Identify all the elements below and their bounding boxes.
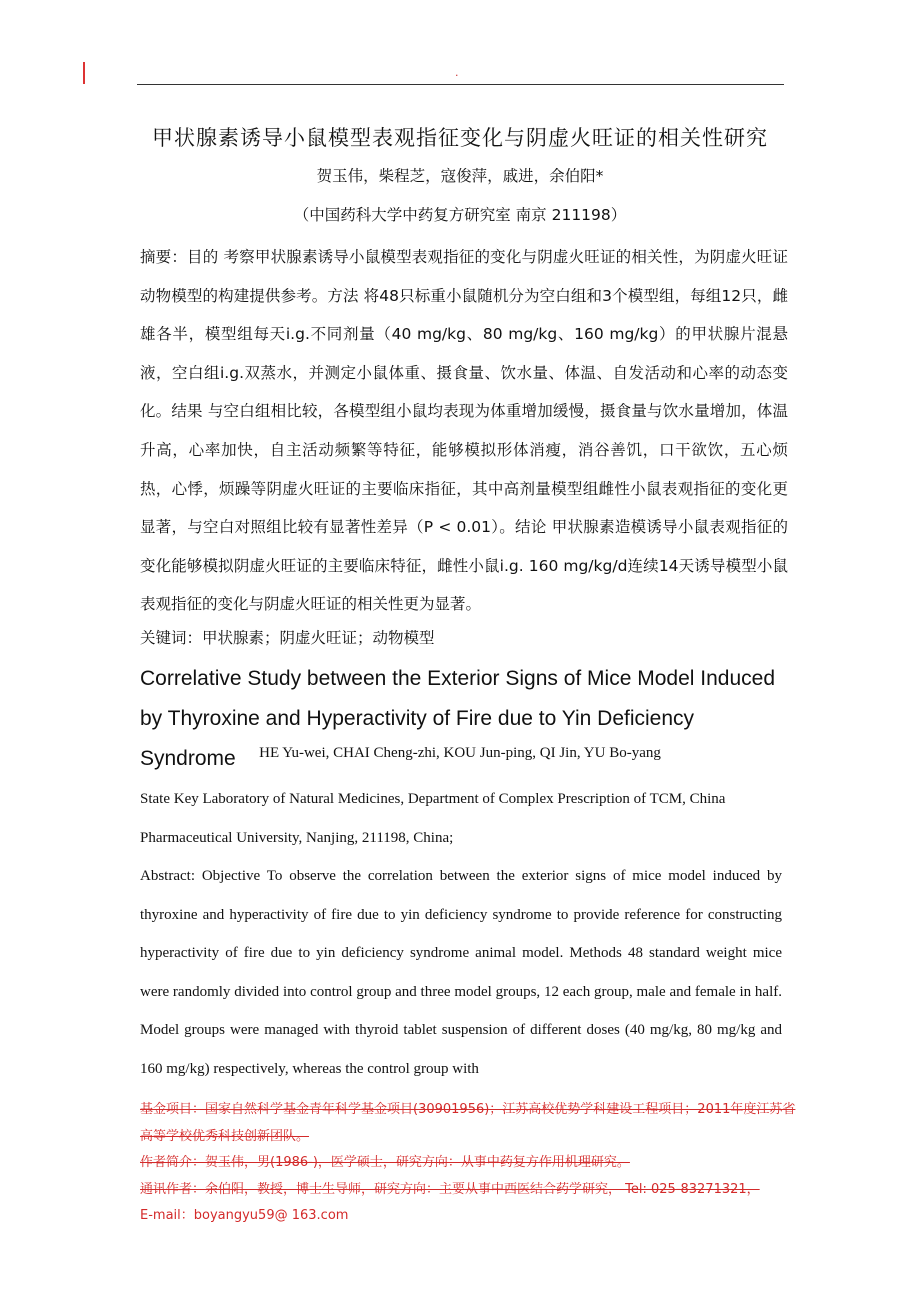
header-mark: . bbox=[455, 66, 459, 79]
footnote-corresponding: 通讯作者：余伯阳，教授，博士生导师，研究方向：主要从事中西医结合药学研究， Tel: 025-83271321， bbox=[140, 1181, 760, 1197]
footnote-email: E-mail：boyangyu59@ 163.com bbox=[140, 1208, 349, 1223]
english-title: Correlative Study between the Exterior Signs of Mice Model Induced by Thyroxine and Hyperactivity of Fire due to Yin Deficiency Syndrome bbox=[140, 667, 775, 770]
revision-change-bar bbox=[83, 62, 85, 84]
header-rule bbox=[137, 84, 784, 85]
chinese-title: 甲状腺素诱导小鼠模型表观指征变化与阴虚火旺证的相关性研究 bbox=[152, 126, 768, 150]
english-affiliation: State Key Laboratory of Natural Medicines, Department of Complex Prescription of TCM, China Pharmaceutical University, Nanjing, 211198, China; bbox=[140, 791, 726, 846]
english-abstract: Abstract: Objective To observe the correlation between the exterior signs of mice model induced by thyroxine and hyperactivity of fire due to yin deficiency syndrome to provide reference for constructing hyperactivity of fire due to yin deficiency syndrome animal model. Methods 48 standard weight mice were randomly divided into control group and three model groups, 12 each group, male and female in half. Model groups were managed with thyroid tablet suspension of different doses (40 mg/kg, 80 mg/kg and 160 mg/kg) respectively, whereas the control group with bbox=[140, 868, 782, 1077]
chinese-affiliation: （中国药科大学中药复方研究室 南京 211198） bbox=[293, 206, 627, 224]
footnotes bbox=[140, 1097, 800, 1230]
chinese-authors: 贺玉伟，柴程芝，寇俊萍，戚进，余伯阳* bbox=[316, 167, 604, 185]
english-authors: HE Yu-wei, CHAI Cheng-zhi, KOU Jun-ping, QI Jin, YU Bo-yang bbox=[259, 745, 661, 761]
chinese-keywords: 关键词：甲状腺素；阴虚火旺证；动物模型 bbox=[140, 629, 435, 647]
chinese-abstract: 摘要：目的 考察甲状腺素诱导小鼠模型表观指征的变化与阴虚火旺证的相关性，为阴虚火旺证动物模型的构建提供参考。方法 将48只标重小鼠随机分为空白组和3个模型组，每组12只，雌雄各半，模型组每天i.g.不同剂量（40 mg/kg、80 mg/kg、160 mg/kg）的甲状腺片混悬液，空白组i.g.双蒸水，并测定小鼠体重、摄食量、饮水量、体温、自发活动和心率的动态变化。结果 与空白组相比较，各模型组小鼠均表现为体重增加缓慢，摄食量与饮水量增加，体温升高，心率加快，自主活动频繁等特征，能够模拟形体消瘦，消谷善饥，口干欲饮，五心烦热，心悸，烦躁等阴虚火旺证的主要临床指征，其中高剂量模型组雌性小鼠表观指征的变化更显著，与空白对照组比较有显著性差异（P < 0.01）。结论 甲状腺素造模诱导小鼠表观指征的变化能够模拟阴虚火旺证的主要临床特征，雌性小鼠i.g. 160 mg/kg/d连续14天诱导模型小鼠表观指征的变化与阴虚火旺证的相关性更为显著。 bbox=[140, 248, 788, 614]
footnote-funding: 基金项目：国家自然科学基金青年科学基金项目(30901956)；江苏高校优势学科建设工程项目；2011年度江苏省高等学校优秀科技创新团队。 bbox=[140, 1102, 796, 1144]
footnote-author-intro: 作者简介：贺玉伟，男(1986-)，医学硕士，研究方向：从事中药复方作用机理研究。 bbox=[140, 1155, 630, 1170]
